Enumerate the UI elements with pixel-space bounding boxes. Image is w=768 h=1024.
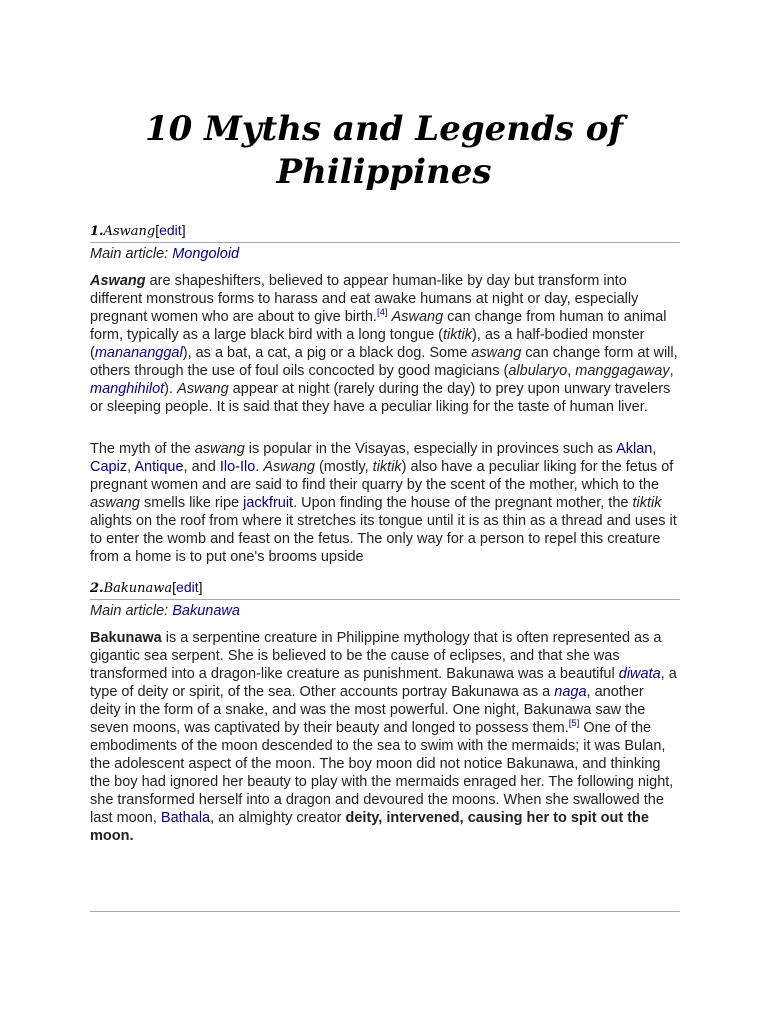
main-article-link[interactable]: Bakunawa	[172, 603, 240, 619]
article-link[interactable]: Bathala	[160, 810, 211, 826]
section-title: Bakunawa	[103, 581, 173, 596]
text-run: can change from human to animal form, typically as a large black bird with a long tongue (	[90, 309, 667, 343]
italic-text: Aswang	[177, 381, 229, 397]
italic-text: tiktik	[632, 495, 662, 511]
article-link[interactable]: Ilo-Ilo	[219, 459, 256, 475]
edit-section-link[interactable]: [edit]	[172, 579, 203, 595]
bold-text: deity, intervened, causing her to spit out the moon.	[90, 810, 649, 844]
citation[interactable]	[569, 718, 580, 729]
paragraph	[90, 440, 678, 566]
edit-section-link[interactable]: [edit]	[155, 222, 186, 238]
bold-text: Aswang	[90, 273, 146, 289]
italic-text: tiktik	[443, 327, 473, 343]
text-run: .	[255, 459, 264, 475]
italic-text: aswang	[90, 495, 140, 511]
text-run: ,	[127, 459, 135, 475]
text-run: alights on the roof from where it stretches its tongue until it is as thin as a thread and uses it to enter the womb and feast on the fetus. The only way for a person to repel this creature from a home is to put one's brooms upside	[90, 513, 677, 565]
text-run: (mostly,	[314, 459, 373, 475]
citation-link[interactable]: [5]	[568, 718, 580, 730]
citation[interactable]	[377, 307, 388, 318]
text-run: The myth of the	[90, 441, 195, 457]
text-run: ,	[652, 441, 657, 457]
article-link[interactable]: manananggal	[94, 345, 183, 361]
article-link[interactable]: Aklan	[616, 441, 653, 457]
article-link[interactable]: Antique	[134, 459, 184, 475]
paragraph	[90, 629, 678, 845]
main-article-link[interactable]: Mongoloid	[172, 246, 240, 262]
article-link[interactable]: Capiz	[90, 459, 128, 475]
italic-text: manggagaway	[575, 363, 670, 379]
text-run: . Upon finding the house of the pregnant mother, the	[293, 495, 633, 511]
text-run: ,	[669, 363, 674, 379]
text-run: ).	[164, 381, 178, 397]
text-run: ,	[567, 363, 576, 379]
paragraph	[90, 272, 678, 416]
article-link[interactable]: diwata	[618, 666, 661, 682]
text-run: can change form at will, others through the use of foul oils concocted by good magicians (	[90, 345, 678, 379]
page-title: 10 Myths and Legends of Philippines	[144, 109, 624, 192]
italic-text: aswang	[194, 441, 245, 457]
text-run: ), as a bat, a cat, a pig or a black dog. Some	[182, 345, 472, 361]
text-run: , a type of deity or spirit, of the sea. Other accounts portray Bakunawa as a	[90, 666, 677, 700]
article-link[interactable]: manghihilot	[90, 381, 165, 397]
text-run: ), as a half-bodied monster (	[90, 327, 645, 361]
main-article-note: Main article: Bakunawa	[90, 603, 240, 619]
italic-text: Aswang	[391, 309, 444, 325]
text-run: , another deity in the form of a snake, and was the most powerful. One night, Bakunawa saw the seven moons, was captivated by their beauty and longed to possess them.	[90, 684, 646, 736]
section-number: 1.	[90, 224, 104, 239]
text-run: One of the embodiments of the moon descended to the sea to swim with the mermaids; it was Bulan, the adolescent aspect of the moon. The boy moon did not notice Bakunawa, and thinking the boy had ignored her beauty to play with the mermaids enraged her. The following night, she transformed herself into a dragon and devoured the moons. When she swallowed the last moon,	[90, 720, 674, 826]
text-run: smells like ripe	[139, 495, 244, 511]
article-link[interactable]: naga	[554, 684, 587, 700]
section-heading-aswang	[90, 222, 680, 243]
italic-text: tiktik	[372, 459, 402, 475]
italic-text: albularyo	[508, 363, 568, 379]
italic-text: aswang	[471, 345, 522, 361]
text-run: is a serpentine creature in Philippine mythology that is often represented as a gigantic sea serpent. She is believed to be the cause of eclipses, and that she was transformed into a dragon-like creature as punishment. Bakunawa was a beautiful	[90, 630, 662, 682]
edit-link[interactable]: edit	[159, 222, 182, 238]
bold-text: Bakunawa	[90, 630, 162, 646]
text-run: ) also have a peculiar liking for the fetus of pregnant women and are said to find their quarry by the scent of the mother, which to the	[90, 459, 674, 493]
article-link[interactable]: jackfruit	[243, 495, 294, 511]
text-run: are shapeshifters, believed to appear human-like by day but transform into different monstrous forms to harass and eat awake humans at night or day, especially pregnant women who are about to give birth.	[90, 273, 639, 325]
divider	[90, 911, 680, 912]
section-heading-bakunawa	[90, 579, 680, 600]
text-run: is popular in the Visayas, especially in provinces such as	[244, 441, 617, 457]
italic-text: Aswang	[263, 459, 315, 475]
citation-link[interactable]: [4]	[376, 307, 388, 319]
text-run: , and	[183, 459, 220, 475]
text-run: , an almighty creator	[210, 810, 346, 826]
section-title: Aswang	[103, 224, 156, 239]
main-article-note: Main article: Mongoloid	[90, 246, 240, 262]
edit-link[interactable]: edit	[176, 579, 199, 595]
text-run: appear at night (rarely during the day) to prey upon unwary travelers or sleeping people. It is said that they have a peculiar liking for the taste of human liver.	[90, 381, 671, 415]
section-number: 2.	[90, 581, 104, 596]
